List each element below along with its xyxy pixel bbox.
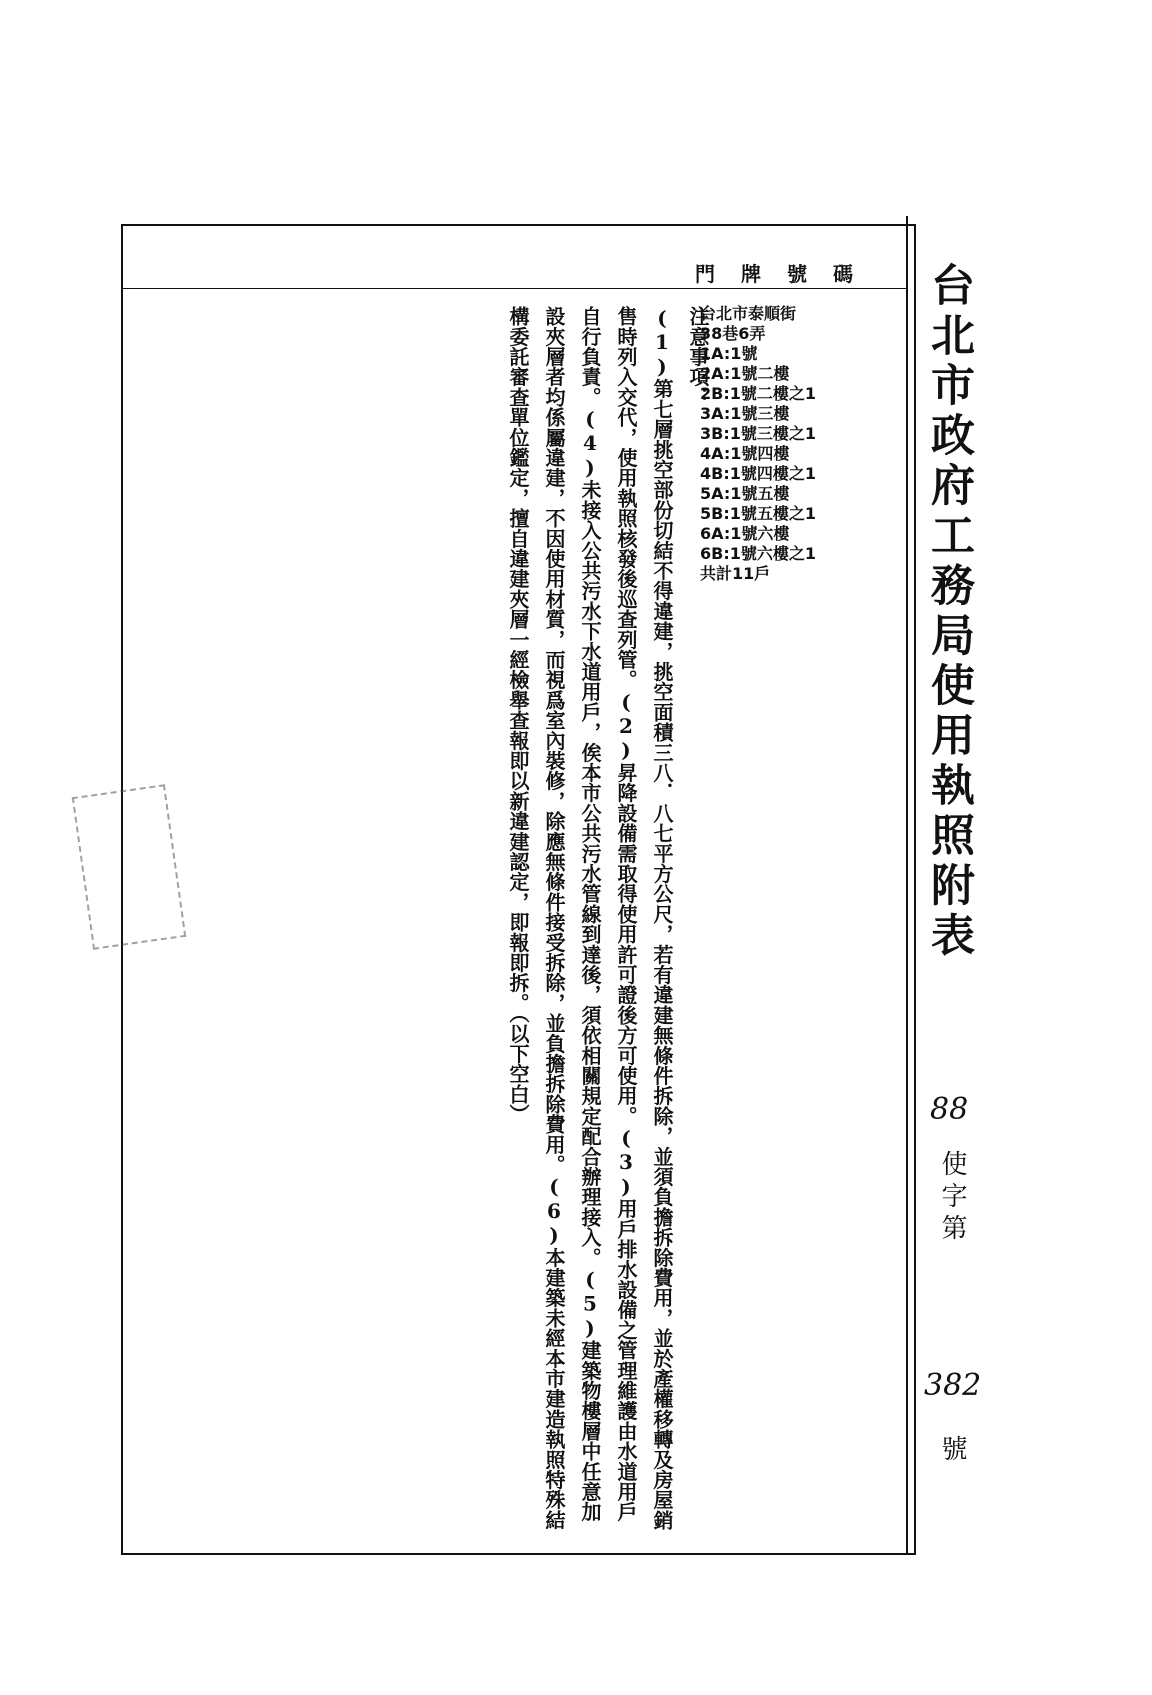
address-line: 38巷6弄 [700,324,766,343]
notes-text: (1)第七層挑空部份切結不得違建，挑空面積三八．八七平方公尺，若有違建無條件拆除，並須負擔拆除費用，並於產權移轉及房屋銷售時列入交代，使用執照核發後巡查列管。(2)昇降設備需取得使用許可證後方可使用。(3)用戶排水設備之管理維護由水道用戶自行負責。(4)未接入公共污水下水道用戶，俟本市公共污水管線到達後，須依相關規定配合辦理接入。(5)建築物樓層中任意加設夾層者均係屬違建，不因使用材質，而視爲室內裝修，除應無條件接受拆除，並負擔拆除費用。(6)本建築未經本市建造執照特殊結構委託審查單位鑑定，擅自違建夾層一經檢舉查報即以新違建認定，即報即拆。（以下空白） [506,306,674,1530]
column-header-house-number: 門牌號碼 [695,262,879,286]
permit-type-label: 使字第 [937,1150,967,1246]
address-list [700,304,816,584]
permit-number-handwritten: 382 [924,1368,982,1403]
notes-section [500,306,716,1536]
permit-suffix-label: 號 [937,1435,967,1461]
address-line: 2B:1號二樓之1 [700,384,816,403]
address-line: 2A:1號二樓 [700,364,790,383]
permit-prefix-handwritten: 88 [930,1092,969,1127]
title-column-divider [906,216,908,1555]
address-line: 6B:1號六樓之1 [700,544,816,563]
address-line: 5B:1號五樓之1 [700,504,816,523]
address-line: 3A:1號三樓 [700,404,790,423]
address-line: 4B:1號四樓之1 [700,464,816,483]
header-divider [123,288,906,289]
page-title: 台北市政府工務局使用執照附表 [923,262,974,962]
address-line: 3B:1號三樓之1 [700,424,816,443]
address-line: 台北市泰順街 [700,304,797,323]
address-line: 1A:1號 [700,344,758,363]
address-line: 4A:1號四樓 [700,444,790,463]
notes-label: 注意事項： [686,306,710,407]
address-total: 共計11戶 [700,564,771,583]
address-line: 5A:1號五樓 [700,484,790,503]
address-line: 6A:1號六樓 [700,524,790,543]
